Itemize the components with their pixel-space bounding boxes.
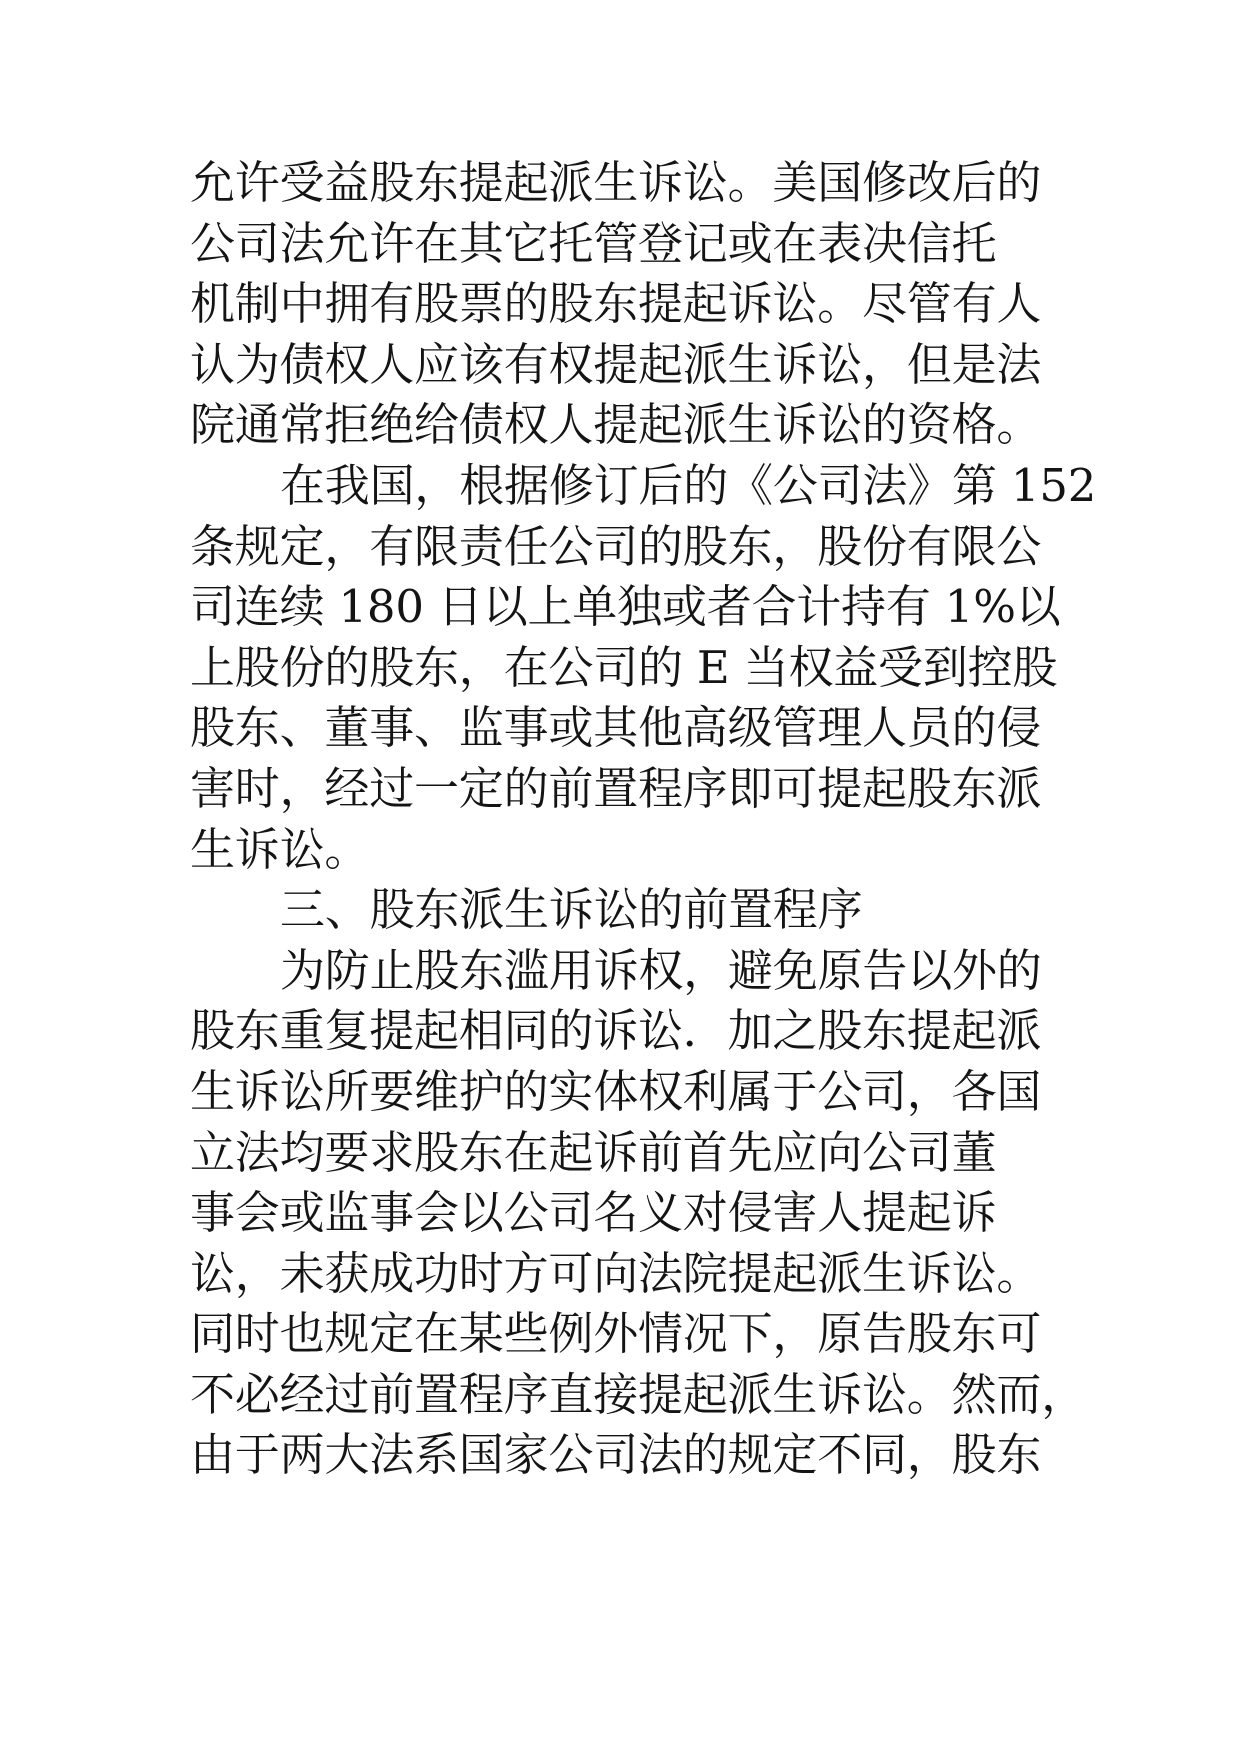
text-line: 同时也规定在某些例外情况下，原告股东可	[190, 1307, 1042, 1361]
text-line: 股东、董事、监事或其他高级管理人员的侵	[190, 701, 1042, 755]
text-line: 害时，经过一定的前置程序即可提起股东派	[190, 761, 1042, 815]
text-line: 公司法允许在其它托管登记或在表决信托	[190, 216, 997, 270]
document-body	[190, 153, 1097, 1486]
text-line: 不必经过前置程序直接提起派生诉讼。然而，	[190, 1367, 1087, 1421]
text-line: 股东重复提起相同的诉讼．加之股东提起派	[190, 1004, 1042, 1058]
text-line: 生诉讼。	[190, 822, 370, 876]
text-line: 允许受益股东提起派生诉讼。美国修改后的	[190, 156, 1042, 209]
text-line: 由于两大法系国家公司法的规定不同，股东	[190, 1428, 1042, 1482]
text-line: 机制中拥有股票的股东提起诉讼。尽管有人	[190, 277, 1042, 331]
section-heading: 三、股东派生诉讼的前置程序	[280, 883, 863, 937]
text-line: 司连续 180 日以上单独或者合计持有 1%以	[190, 580, 1061, 634]
text-line: 认为债权人应该有权提起派生诉讼，但是法	[190, 337, 1042, 391]
text-line: 讼，未获成功时方可向法院提起派生诉讼。	[190, 1246, 1042, 1300]
paragraph-start-line: 在我国，根据修订后的《公司法》第 152	[280, 458, 1097, 512]
text-line: 院通常拒绝给债权人提起派生诉讼的资格。	[190, 398, 1042, 452]
text-line: 上股份的股东，在公司的 E 当权益受到控股	[190, 640, 1058, 694]
text-line: 立法均要求股东在起诉前首先应向公司董	[190, 1125, 997, 1179]
text-line: 条规定，有限责任公司的股东，股份有限公	[190, 519, 1042, 573]
text-line: 生诉讼所要维护的实体权利属于公司，各国	[190, 1064, 1042, 1118]
text-line: 事会或监事会以公司名义对侵害人提起诉	[190, 1186, 997, 1240]
paragraph-start-line: 为防止股东滥用诉权，避免原告以外的	[280, 943, 1042, 997]
